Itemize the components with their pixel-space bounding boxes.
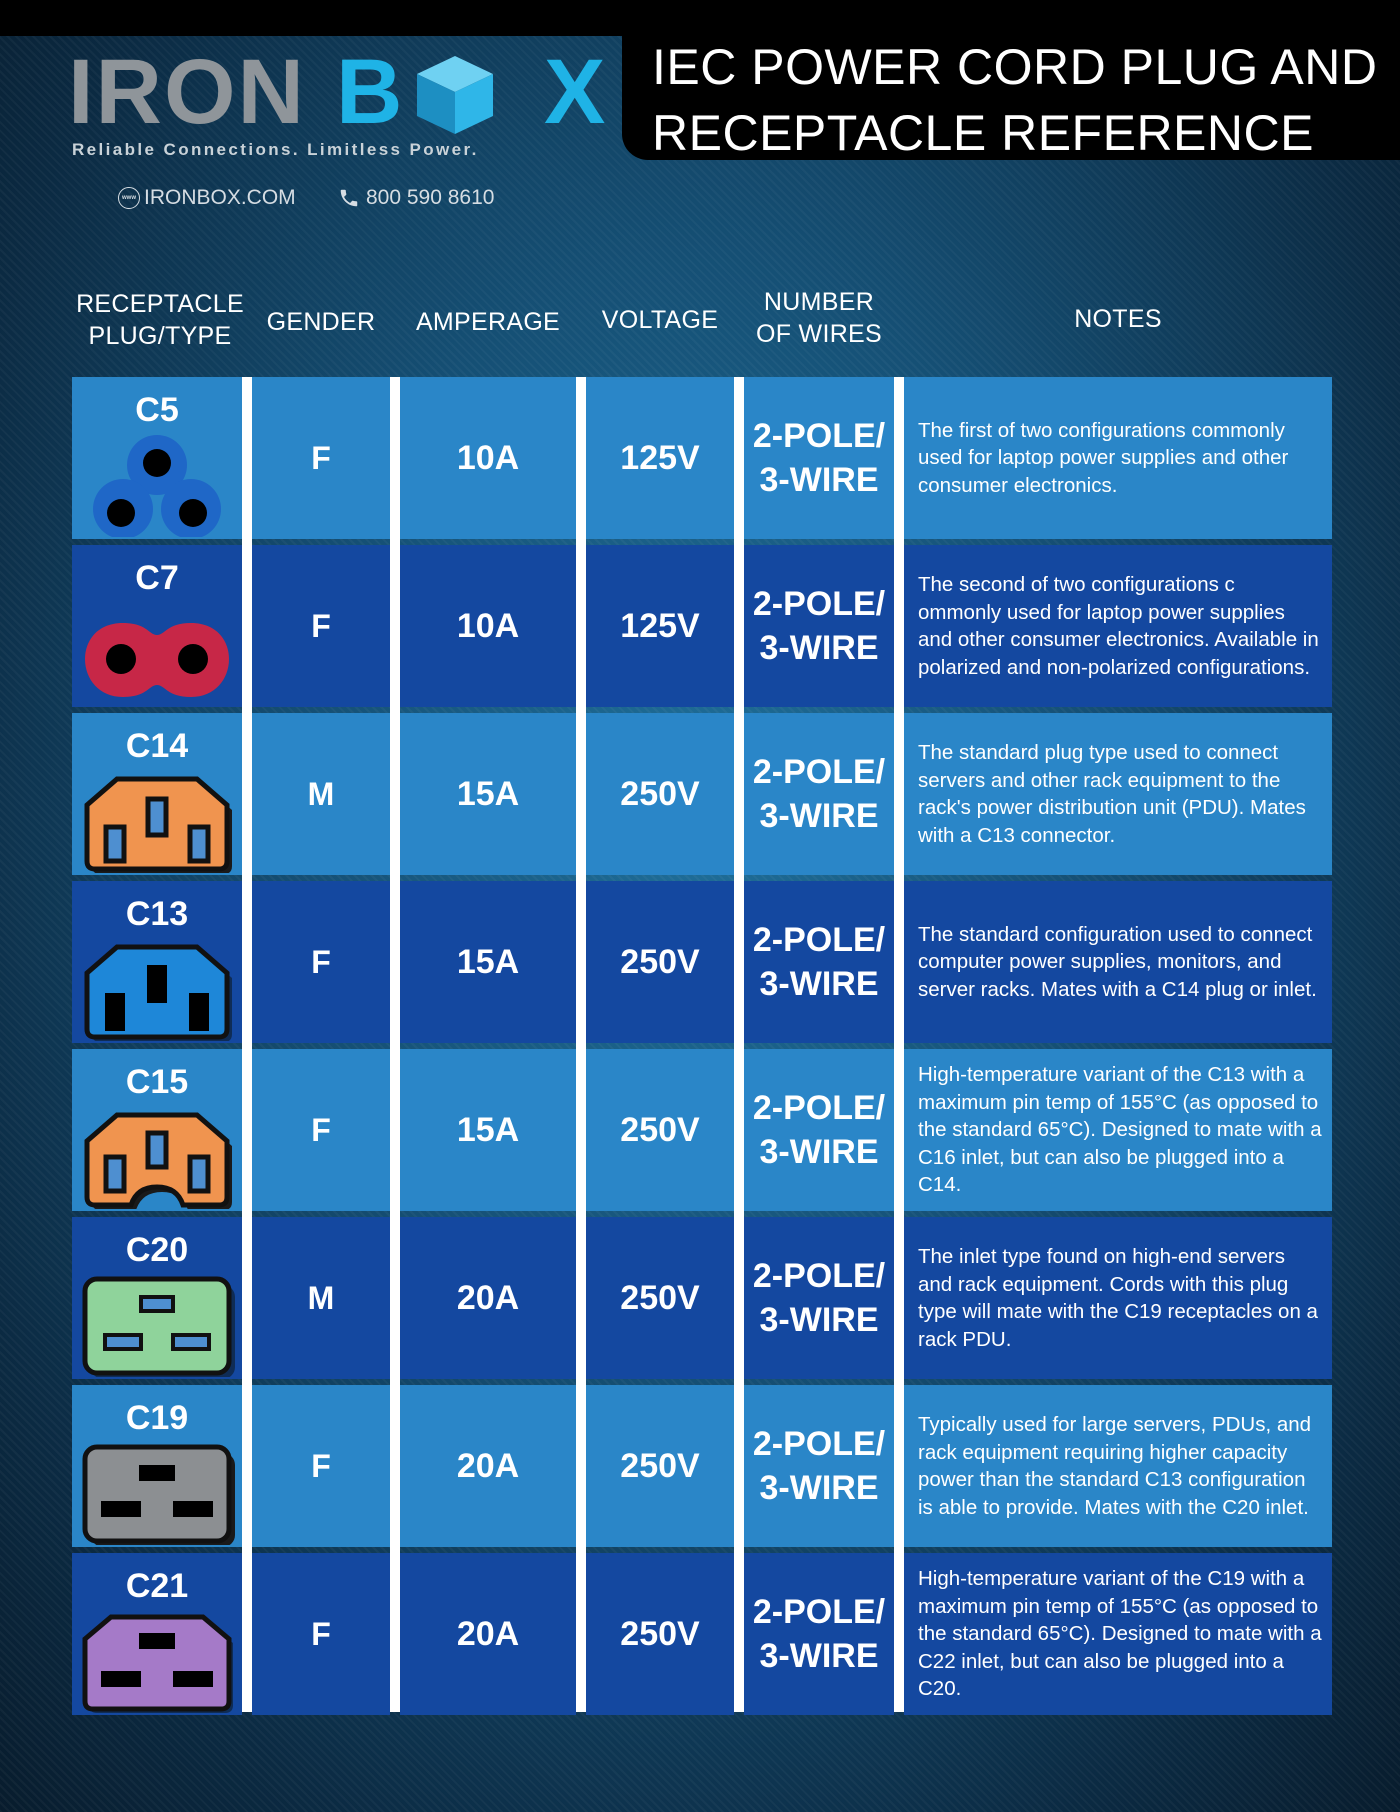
amperage-cell: 20A [400, 1385, 576, 1547]
table-row [72, 545, 1332, 707]
notes-cell: The standard plug type used to connect servers and other rack equipment to the rack's power distribution unit (PDU). Mates with a C13 connector. [904, 713, 1332, 875]
notes-cell: High-temperature variant of the C13 with a maximum pin temp of 155°C (as opposed to the standard 65°C). Designed to mate with a C16 inlet, but can also be plugged into a C14. [904, 1049, 1332, 1211]
phone-icon [338, 187, 360, 209]
table-row [72, 377, 1332, 539]
amperage-cell: 15A [400, 881, 576, 1043]
type-cell [72, 881, 242, 1043]
gender-cell: F [252, 545, 390, 707]
type-cell [72, 1217, 242, 1379]
c14-plug-icon [77, 769, 237, 873]
table-row [72, 1217, 1332, 1379]
phone-text: 800 590 8610 [366, 186, 495, 209]
voltage-cell: 125V [586, 377, 734, 539]
wires-cell [744, 1553, 894, 1715]
wires-line-1: 2-POLE/ [752, 753, 886, 791]
wires-line-2: 3-WIRE [759, 1133, 879, 1171]
header-type-line-1: RECEPTACLE [76, 290, 244, 318]
type-cell [72, 713, 242, 875]
gender-cell: F [252, 377, 390, 539]
type-cell [72, 545, 242, 707]
header-amperage: AMPERAGE [415, 308, 561, 336]
wires-line-1: 2-POLE/ [752, 1257, 886, 1295]
header-type [72, 288, 248, 352]
website-text: IRONBOX.COM [144, 186, 296, 209]
wires-cell [744, 713, 894, 875]
wires-line-2: 3-WIRE [759, 965, 879, 1003]
wires-line-2: 3-WIRE [759, 1301, 879, 1339]
amperage-cell: 20A [400, 1217, 576, 1379]
header-type-line-2: PLUG/TYPE [88, 322, 232, 350]
amperage-cell: 10A [400, 377, 576, 539]
notes-cell: The standard configuration used to connect computer power supplies, monitors, and server racks. Mates with a C14 plug or inlet. [904, 881, 1332, 1043]
voltage-cell: 250V [586, 1553, 734, 1715]
website-link[interactable] [118, 186, 296, 210]
tagline: Reliable Connections. Limitless Power. [72, 140, 479, 159]
notes-cell: The inlet type found on high-end servers and rack equipment. Cords with this plug type will mate with the C19 receptacles on a rack PDU. [904, 1217, 1332, 1379]
voltage-cell: 250V [586, 1385, 734, 1547]
type-label: C21 [125, 1567, 189, 1605]
page-title-line-2: RECEPTACLE REFERENCE [652, 105, 1314, 161]
type-label: C5 [135, 391, 179, 429]
c13-receptacle-icon [77, 937, 237, 1041]
wires-line-1: 2-POLE/ [752, 417, 886, 455]
amperage-cell: 20A [400, 1553, 576, 1715]
c15-receptacle-icon [77, 1105, 237, 1209]
wires-cell [744, 1049, 894, 1211]
voltage-cell: 125V [586, 545, 734, 707]
wires-line-1: 2-POLE/ [752, 1593, 886, 1631]
amperage-cell: 10A [400, 545, 576, 707]
type-label: C20 [125, 1231, 189, 1269]
column-divider [576, 377, 586, 1712]
type-label: C14 [125, 727, 189, 765]
type-cell [72, 1049, 242, 1211]
notes-cell: Typically used for large servers, PDUs, and rack equipment requiring higher capacity power than the standard C13 configuration is able to provide. Mates with the C20 inlet. [904, 1385, 1332, 1547]
gender-cell: F [252, 1385, 390, 1547]
header-wires-line-2: OF WIRES [755, 320, 882, 348]
wires-cell [744, 1385, 894, 1547]
reference-table [72, 377, 1332, 1712]
gender-cell: F [252, 1049, 390, 1211]
wires-line-2: 3-WIRE [759, 1469, 879, 1507]
voltage-cell: 250V [586, 713, 734, 875]
voltage-cell: 250V [586, 1217, 734, 1379]
wires-cell [744, 377, 894, 539]
type-label: C15 [125, 1063, 189, 1101]
header-wires [744, 286, 894, 350]
c21-receptacle-icon [77, 1609, 237, 1713]
cube-icon [413, 54, 497, 136]
type-cell [72, 377, 242, 539]
c20-inlet-icon [77, 1273, 237, 1377]
type-cell [72, 1553, 242, 1715]
header-wires-line-1: NUMBER [763, 288, 875, 316]
c19-receptacle-icon [77, 1441, 237, 1545]
wires-line-1: 2-POLE/ [752, 585, 886, 623]
logo-letter-x: X [544, 41, 608, 143]
type-cell [72, 1385, 242, 1547]
header-voltage: VOLTAGE [601, 306, 719, 334]
table-row [72, 881, 1332, 1043]
notes-cell: The first of two configurations commonly used for laptop power supplies and other consumer electronics. [904, 377, 1332, 539]
type-label: C7 [135, 559, 179, 597]
wires-line-1: 2-POLE/ [752, 921, 886, 959]
table-row [72, 1049, 1332, 1211]
title-banner [622, 0, 1400, 160]
column-divider [390, 377, 400, 1712]
gender-cell: M [252, 1217, 390, 1379]
c7-figure-eight-icon [77, 601, 237, 705]
page-title-line-1: IEC POWER CORD PLUG AND [652, 39, 1378, 95]
wires-line-1: 2-POLE/ [752, 1425, 886, 1463]
amperage-cell: 15A [400, 713, 576, 875]
gender-cell: F [252, 881, 390, 1043]
header-gender: GENDER [266, 308, 376, 336]
table-row [72, 1385, 1332, 1547]
logo-word-iron: IRON [68, 41, 306, 143]
gender-cell: F [252, 1553, 390, 1715]
ironbox-logo [68, 41, 608, 143]
c5-cloverleaf-icon [77, 433, 237, 537]
wires-line-2: 3-WIRE [759, 1637, 879, 1675]
phone-link[interactable] [338, 186, 494, 210]
logo-letter-b: B [336, 41, 405, 143]
type-label: C19 [125, 1399, 189, 1437]
gender-cell: M [252, 713, 390, 875]
wires-line-2: 3-WIRE [759, 461, 879, 499]
table-row [72, 713, 1332, 875]
wires-cell [744, 881, 894, 1043]
table-row [72, 1553, 1332, 1715]
wires-cell [744, 1217, 894, 1379]
voltage-cell: 250V [586, 881, 734, 1043]
wires-line-2: 3-WIRE [759, 629, 879, 667]
globe-icon: www [118, 187, 140, 209]
wires-line-1: 2-POLE/ [752, 1089, 886, 1127]
wires-cell [744, 545, 894, 707]
type-label: C13 [125, 895, 189, 933]
wires-line-2: 3-WIRE [759, 797, 879, 835]
column-divider [734, 377, 744, 1712]
notes-cell: High-temperature variant of the C19 with a maximum pin temp of 155°C (as opposed to the standard 65°C). Designed to mate with a C22 inlet, but can also be plugged into a C20. [904, 1553, 1332, 1715]
notes-cell: The second of two configurations c ommonly used for laptop power supplies and other consumer electronics. Available in polarized and non-polarized configurations. [904, 545, 1332, 707]
voltage-cell: 250V [586, 1049, 734, 1211]
amperage-cell: 15A [400, 1049, 576, 1211]
column-divider [242, 377, 252, 1712]
column-divider [894, 377, 904, 1712]
header-notes: NOTES [1074, 305, 1162, 333]
